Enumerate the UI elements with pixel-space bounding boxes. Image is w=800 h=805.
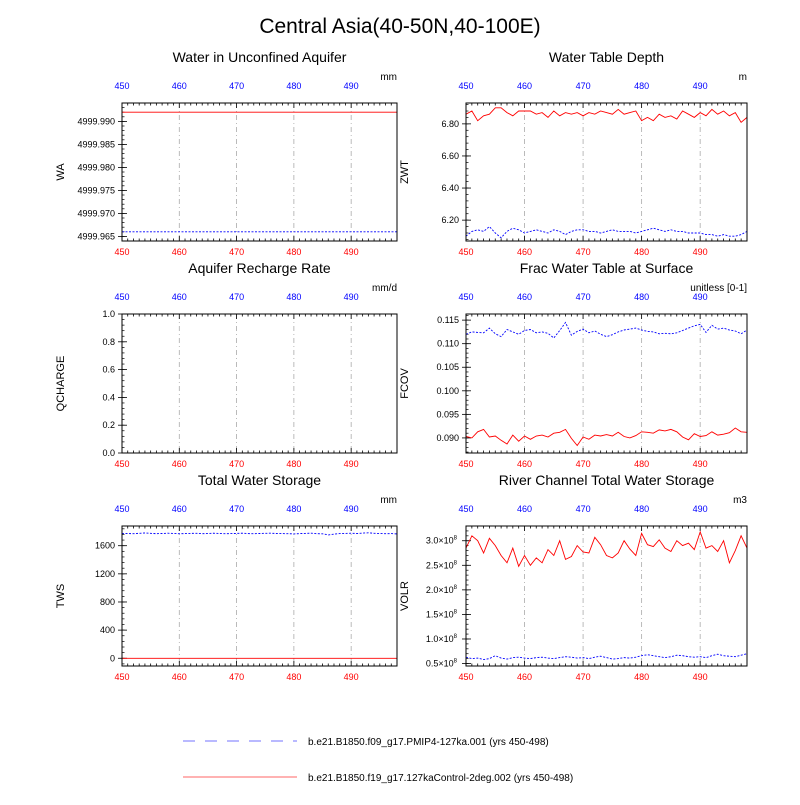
series-line-blue — [466, 654, 747, 660]
y-tick-label-text: 0.5×10 — [425, 658, 454, 669]
y-tick-label-text: 0.6 — [102, 364, 115, 375]
x-tick-label-bottom: 470 — [229, 459, 245, 469]
x-tick-label-top: 460 — [517, 504, 533, 514]
x-tick-label-bottom: 460 — [517, 459, 533, 469]
plot-frame — [466, 314, 747, 453]
x-tick-label-bottom: 480 — [634, 672, 650, 682]
y-tick-label-text: 6.20 — [441, 215, 459, 226]
x-tick-label-top: 490 — [692, 504, 708, 514]
x-tick-label-top: 460 — [517, 292, 533, 302]
y-tick-label-text: 6.80 — [441, 118, 459, 129]
legend-label-0: b.e21.B1850.f09_g17.PMIP4-127ka.001 (yrs 450-498) — [308, 737, 549, 748]
y-tick-label-text: 4999.990 — [77, 116, 115, 127]
plot-frame — [466, 103, 747, 241]
panel-units: mm/d — [372, 283, 397, 294]
x-tick-label-top: 470 — [575, 81, 591, 91]
x-tick-label-top: 480 — [286, 504, 302, 514]
panel-units: mm — [380, 72, 397, 83]
x-tick-label-bottom: 450 — [458, 459, 474, 469]
y-tick-label-text: 1600 — [94, 540, 115, 551]
series-line-blue — [466, 227, 747, 238]
x-tick-label-bottom: 490 — [343, 672, 359, 682]
x-tick-label-top: 450 — [458, 292, 474, 302]
y-tick-label-text: 4999.970 — [77, 208, 115, 219]
x-tick-label-bottom: 490 — [692, 247, 708, 257]
y-tick-label — [102, 337, 115, 347]
y-tick-label-text: 3.0×10 — [425, 535, 454, 546]
panel-title: Total Water Storage — [197, 472, 322, 488]
y-tick-label — [436, 362, 459, 372]
x-tick-label-top: 480 — [286, 292, 302, 302]
x-tick-label-top: 470 — [575, 292, 591, 302]
x-tick-label-bottom: 490 — [692, 459, 708, 469]
x-tick-label-top: 450 — [114, 81, 130, 91]
x-tick-label-bottom: 490 — [343, 247, 359, 257]
y-tick-label — [102, 420, 115, 430]
y-tick-label-text: 4999.975 — [77, 185, 115, 196]
y-tick-label — [95, 541, 115, 551]
series-line-red — [466, 532, 747, 566]
y-tick-label-text: 2.5×10 — [425, 560, 454, 571]
series-line-blue — [122, 533, 397, 535]
legend-label-1: b.e21.B1850.f19_g17.127kaControl-2deg.002 (yrs 450-498) — [308, 773, 574, 784]
y-tick-label — [441, 119, 459, 129]
x-tick-label-bottom: 450 — [114, 247, 130, 257]
y-tick-label — [95, 569, 115, 579]
x-tick-label-bottom: 470 — [229, 247, 245, 257]
y-tick-label-text: 0.4 — [102, 392, 115, 403]
x-tick-label-bottom: 460 — [171, 672, 187, 682]
x-tick-label-top: 480 — [634, 81, 650, 91]
y-tick-label-text: 2.0×10 — [425, 584, 454, 595]
x-tick-label-top: 460 — [171, 81, 187, 91]
y-axis-label: ZWT — [399, 160, 411, 184]
y-tick-label — [102, 448, 115, 458]
x-tick-label-top: 470 — [229, 292, 245, 302]
y-tick-label-text: 0.115 — [437, 315, 459, 326]
y-tick-label-text: 0.2 — [102, 420, 115, 431]
y-tick-exponent: 8 — [453, 658, 457, 665]
x-tick-label-top: 470 — [229, 81, 245, 91]
y-tick-label — [436, 409, 459, 419]
y-tick-exponent: 8 — [453, 535, 457, 542]
y-axis-label: VOLR — [399, 581, 411, 611]
x-tick-label-top: 470 — [229, 504, 245, 514]
y-tick-label — [437, 339, 459, 349]
y-tick-label — [426, 659, 458, 669]
x-tick-label-bottom: 460 — [517, 247, 533, 257]
y-tick-label — [77, 231, 115, 241]
y-tick-label — [441, 151, 459, 161]
x-tick-label-bottom: 450 — [458, 247, 474, 257]
plot-frame — [122, 526, 397, 666]
y-tick-label — [426, 536, 458, 546]
x-tick-label-top: 460 — [171, 504, 187, 514]
x-tick-label-top: 480 — [286, 81, 302, 91]
x-tick-label-bottom: 480 — [286, 672, 302, 682]
x-tick-label-bottom: 490 — [343, 459, 359, 469]
x-tick-label-top: 490 — [692, 292, 708, 302]
x-tick-label-bottom: 480 — [634, 459, 650, 469]
panel-0 — [55, 49, 397, 257]
y-tick-label-text: 0.0 — [102, 448, 115, 458]
plot-frame — [466, 526, 747, 666]
y-axis-label: WA — [55, 163, 67, 181]
panel-5 — [399, 472, 747, 682]
x-tick-label-bottom: 480 — [286, 459, 302, 469]
y-tick-label — [437, 315, 459, 325]
x-tick-label-bottom: 470 — [575, 459, 591, 469]
y-tick-label — [441, 183, 459, 193]
x-tick-label-bottom: 460 — [517, 672, 533, 682]
y-tick-label-text: 400 — [99, 625, 115, 636]
y-tick-label-text: 1200 — [94, 568, 115, 579]
y-tick-label — [100, 625, 115, 635]
x-tick-label-bottom: 470 — [575, 247, 591, 257]
x-tick-label-top: 480 — [634, 504, 650, 514]
y-tick-label — [102, 309, 115, 319]
panel-title: River Channel Total Water Storage — [498, 472, 715, 488]
x-tick-label-bottom: 490 — [692, 672, 708, 682]
y-tick-exponent: 8 — [453, 584, 457, 591]
y-tick-label-text: 0.100 — [436, 385, 459, 396]
panel-title: Water Table Depth — [548, 49, 665, 65]
y-tick-label — [102, 392, 115, 402]
panel-1 — [399, 49, 747, 257]
y-tick-label — [426, 634, 458, 644]
panel-title: Aquifer Recharge Rate — [188, 260, 331, 276]
y-tick-label — [77, 208, 115, 218]
y-axis-label: QCHARGE — [55, 355, 67, 412]
x-tick-label-top: 490 — [343, 292, 359, 302]
series-line-red — [466, 428, 747, 446]
x-tick-label-top: 450 — [458, 504, 474, 514]
y-tick-label — [436, 386, 459, 396]
x-tick-label-bottom: 480 — [634, 247, 650, 257]
y-tick-label — [441, 215, 459, 225]
y-tick-label — [77, 162, 115, 172]
y-tick-label-text: 0.8 — [102, 336, 115, 347]
y-tick-label — [436, 433, 459, 443]
x-tick-label-bottom: 460 — [171, 247, 187, 257]
x-tick-label-top: 470 — [575, 504, 591, 514]
panel-3 — [399, 260, 747, 469]
x-tick-label-top: 450 — [458, 81, 474, 91]
x-tick-label-bottom: 460 — [171, 459, 187, 469]
panel-units: m3 — [733, 495, 747, 506]
y-tick-label — [426, 560, 458, 570]
panel-units: unitless [0-1] — [690, 283, 747, 294]
y-tick-exponent: 8 — [453, 609, 457, 616]
y-tick-label-text: 1.0×10 — [425, 633, 454, 644]
y-tick-label-text: 4999.980 — [77, 162, 115, 173]
y-tick-label-text: 6.60 — [441, 150, 459, 161]
y-axis-label: TWS — [55, 583, 67, 609]
series-line-blue — [466, 323, 747, 339]
x-tick-label-top: 490 — [692, 81, 708, 91]
y-tick-label — [110, 653, 115, 663]
x-tick-label-bottom: 470 — [575, 672, 591, 682]
y-tick-label-text: 1.0 — [102, 309, 115, 319]
y-tick-label-text: 0.090 — [436, 432, 459, 443]
y-tick-label — [102, 365, 115, 375]
x-tick-label-top: 460 — [171, 292, 187, 302]
x-tick-label-top: 490 — [343, 81, 359, 91]
panel-units: mm — [380, 495, 397, 506]
panel-title: Frac Water Table at Surface — [519, 260, 694, 276]
y-tick-label — [77, 185, 115, 195]
x-tick-label-bottom: 450 — [114, 459, 130, 469]
y-tick-label — [77, 139, 115, 149]
x-tick-label-top: 490 — [343, 504, 359, 514]
y-tick-label — [426, 609, 458, 619]
x-tick-label-bottom: 470 — [229, 672, 245, 682]
panel-units: m — [738, 72, 747, 83]
x-tick-label-top: 450 — [114, 504, 130, 514]
x-tick-label-bottom: 450 — [114, 672, 130, 682]
series-line-red — [466, 108, 747, 123]
panel-title: Water in Unconfined Aquifer — [172, 49, 347, 65]
y-tick-label-text: 800 — [99, 596, 115, 607]
panels — [55, 49, 747, 682]
y-tick-label-text: 6.40 — [441, 183, 459, 194]
plot-frame — [122, 103, 397, 241]
plot-frame — [122, 314, 397, 453]
y-tick-label-text: 0.105 — [436, 362, 459, 373]
x-tick-label-top: 480 — [634, 292, 650, 302]
panel-4 — [55, 472, 397, 682]
y-tick-label-text: 1.5×10 — [425, 609, 454, 620]
x-tick-label-top: 460 — [517, 81, 533, 91]
y-tick-label-text: 0.110 — [437, 338, 459, 349]
y-tick-label — [426, 585, 458, 595]
y-tick-exponent: 8 — [453, 633, 457, 640]
y-axis-label: FCOV — [399, 368, 411, 399]
y-tick-label — [77, 116, 115, 126]
x-tick-label-top: 450 — [114, 292, 130, 302]
y-tick-label-text: 4999.965 — [77, 231, 115, 242]
x-tick-label-bottom: 480 — [286, 247, 302, 257]
y-tick-label-text: 0 — [109, 653, 115, 664]
x-tick-label-bottom: 450 — [458, 672, 474, 682]
y-tick-label-text: 0.095 — [436, 409, 459, 420]
y-tick-label-text: 4999.985 — [77, 139, 115, 150]
panel-2 — [55, 260, 397, 469]
main-title: Central Asia(40-50N,40-100E) — [259, 15, 541, 38]
legend — [183, 737, 573, 784]
y-tick-exponent: 8 — [453, 560, 457, 567]
y-tick-label — [100, 597, 115, 607]
